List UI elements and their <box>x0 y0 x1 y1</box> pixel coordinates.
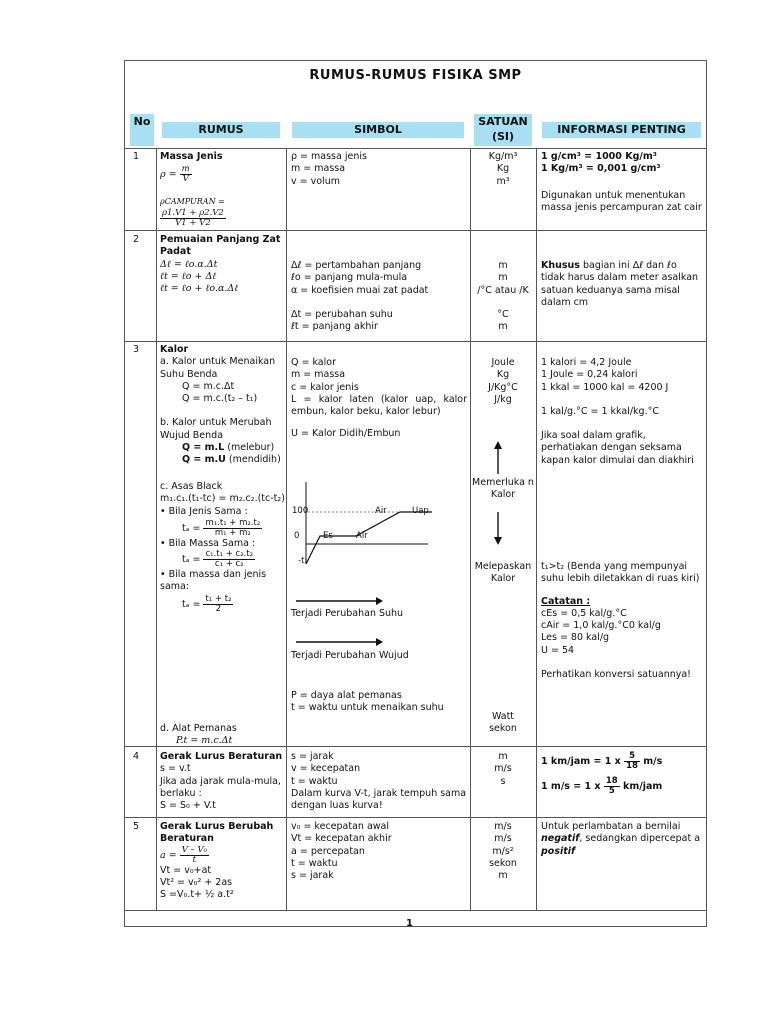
phase-change-graph <box>290 478 440 568</box>
simbol-pemuaian: Δℓ = pertambahan panjang ℓo = panjang mula-mula α = koefisien muai zat padat Δt = perubahan suhu ℓt = panjang akhir <box>291 260 429 333</box>
satuan-melepaskan-kalor: Melepaskan Kalor <box>474 561 532 585</box>
row-divider <box>124 910 707 911</box>
row-number: 1 <box>133 151 140 162</box>
arrow-label-suhu: Terjadi Perubahan Suhu <box>291 608 404 619</box>
header-rumus: RUMUS <box>156 114 286 146</box>
row-number: 3 <box>133 344 140 355</box>
row-divider <box>124 230 707 231</box>
graph-label-air-top: Air <box>375 506 387 516</box>
simbol-glbb: v₀ = kecepatan awal Vt = kecepatan akhir a = percepatan t = waktu s = jarak <box>291 821 392 882</box>
simbol-alat-pemanas: P = daya alat pemanas t = waktu untuk menaikan suhu <box>291 690 444 714</box>
info-massa-jenis: 1 g/cm³ = 1000 Kg/m³ 1 Kg/m³ = 0,001 g/cm³ Digunakan untuk menentukan massa jenis percampuran zat cair <box>541 151 702 213</box>
row-divider <box>124 817 707 818</box>
graph-label-0: 0 <box>294 531 300 541</box>
satuan-memerlukan-kalor: Memerluka n Kalor <box>472 477 534 501</box>
header-no: No <box>128 114 156 146</box>
arrow-up-icon <box>493 440 503 476</box>
simbol-glb: s = jarak v = kecepatan t = waktu Dalam kurva V-t, jarak tempuh sama dengan luas kurva! <box>291 751 467 812</box>
header-simbol: SIMBOL <box>286 114 470 146</box>
rumus-massa-jenis: Massa Jenis ρ = $\frac{m}{V}$ ρCAMPURAN = $\frac{\rho 1.V1 + \rho 2.V2}{V1 + V2}$ <box>160 151 225 228</box>
info-asas-black: t₁>t₂ (Benda yang mempunyai suhu lebih diletakkan di ruas kiri) Catatan : cEs = 0,5 kal/g.°C cAir = 1,0 kal/g.°C0 kal/g Les = 80 kal/g U = 54 Perhatikan konversi satuannya! <box>541 561 700 681</box>
col-divider <box>536 148 537 910</box>
arrow-label-wujud: Terjadi Perubahan Wujud <box>291 650 409 661</box>
graph-label-100: 100 <box>292 506 309 516</box>
satuan-alat-pemanas: Watt sekon <box>489 711 517 735</box>
info-glbb: Untuk perlambatan a bernilai negatif, sedangkan dipercepat a positif <box>541 821 701 857</box>
col-divider <box>286 148 287 910</box>
satuan-kalor: Joule Kg J/Kg°C J/kg <box>488 357 518 405</box>
row-number: 5 <box>133 821 140 832</box>
page-title: RUMUS-RUMUS FISIKA SMP <box>309 68 522 83</box>
satuan-glbb: m/s m/s m/s² sekon m <box>489 821 517 882</box>
page-number: 1 <box>406 918 413 929</box>
col-divider <box>156 148 157 910</box>
row-number: 2 <box>133 234 140 245</box>
satuan-pemuaian: m m /°C atau /K °C m <box>477 260 529 333</box>
info-glb: 1 km/jam = 1 x $\frac{5}{18}$ m/s 1 m/s = 1 x $\frac{18}{5}$ km/jam <box>541 751 663 796</box>
arrow-right-icon <box>294 637 384 647</box>
arrow-right-icon <box>294 596 384 606</box>
graph-label-es: Es <box>323 531 333 541</box>
row-divider <box>124 148 707 149</box>
arrow-down-icon <box>493 510 503 546</box>
row-number: 4 <box>133 751 140 762</box>
header-info: INFORMASI PENTING <box>536 114 707 146</box>
rumus-alat-pemanas: d. Alat Pemanas P.t = m.c.Δt <box>160 723 237 747</box>
row-divider <box>124 341 707 342</box>
graph-label-air: Air <box>356 531 368 541</box>
rumus-kalor: Kalor a. Kalor untuk Menaikan Suhu Benda Q = m.c.Δt Q = m.c.(t₂ – t₁) b. Kalor untuk Merubah Wujud Benda Q = m.L (melebur) Q = m.U (mendidih) c. Asas Black m₁.c₁.(t₁-tc) = m₂.c₂.(tc-t₂) • Bila Jenis Sama : tₐ = $\frac{\text{m₁.t₁ + m₂.t₂}}{\text{m₁ + m₂}}$ • Bila Massa Sama : tₐ = $\frac{\text{c₁.t₁ + c₂.t₂}}{\text{c₁ + c₂}}$ • Bila massa dan jenis sama: tₐ = $\frac{\text{t₁ + t₂}}{2}$ <box>160 344 285 615</box>
simbol-kalor: Q = kalor m = massa c = kalor jenis L = kalor laten (kalor uap, kalor embun, kalor beku, kalor lebur) U = Kalor Didih/Embun <box>291 357 467 440</box>
info-kalor: 1 kalori = 4,2 Joule 1 Joule = 0,24 kalori 1 kkal = 1000 kal = 4200 J 1 kal/g.°C = 1 kkal/kg.°C Jika soal dalam grafik, perhatiakan dengan seksama kapan kalor dimulai dan diakhiri <box>541 357 694 466</box>
satuan-massa-jenis: Kg/m³ Kg m³ <box>488 151 518 187</box>
info-pemuaian: Khusus bagian ini Δℓ dan ℓo tidak harus dalam meter asalkan satuan keduanya sama misal dalam cm <box>541 260 699 308</box>
rumus-pemuaian: Pemuaian Panjang Zat Padat Δℓ = ℓo.α.Δt ℓt = ℓo + Δℓ ℓt = ℓo + ℓo.α.Δℓ <box>160 234 281 295</box>
rumus-glbb: Gerak Lurus Berubah Beraturan a = $\frac{\text{V – V₀}}{t}$ Vt = v₀+at Vt² = v₀² + 2as S =V₀.t+ ½ a.t² <box>160 821 274 901</box>
simbol-massa-jenis: ρ = massa jenis m = massa v = volum <box>291 151 367 187</box>
satuan-glb: m m/s s <box>494 751 512 787</box>
rumus-glb: Gerak Lurus Beraturan s = v.t Jika ada jarak mula-mula, berlaku : S = S₀ + V.t <box>160 751 283 812</box>
graph-label-t1: -t₁ <box>298 556 308 566</box>
header-satuan: SATUAN (SI) <box>470 114 536 146</box>
graph-label-uap: Uap <box>412 506 429 516</box>
